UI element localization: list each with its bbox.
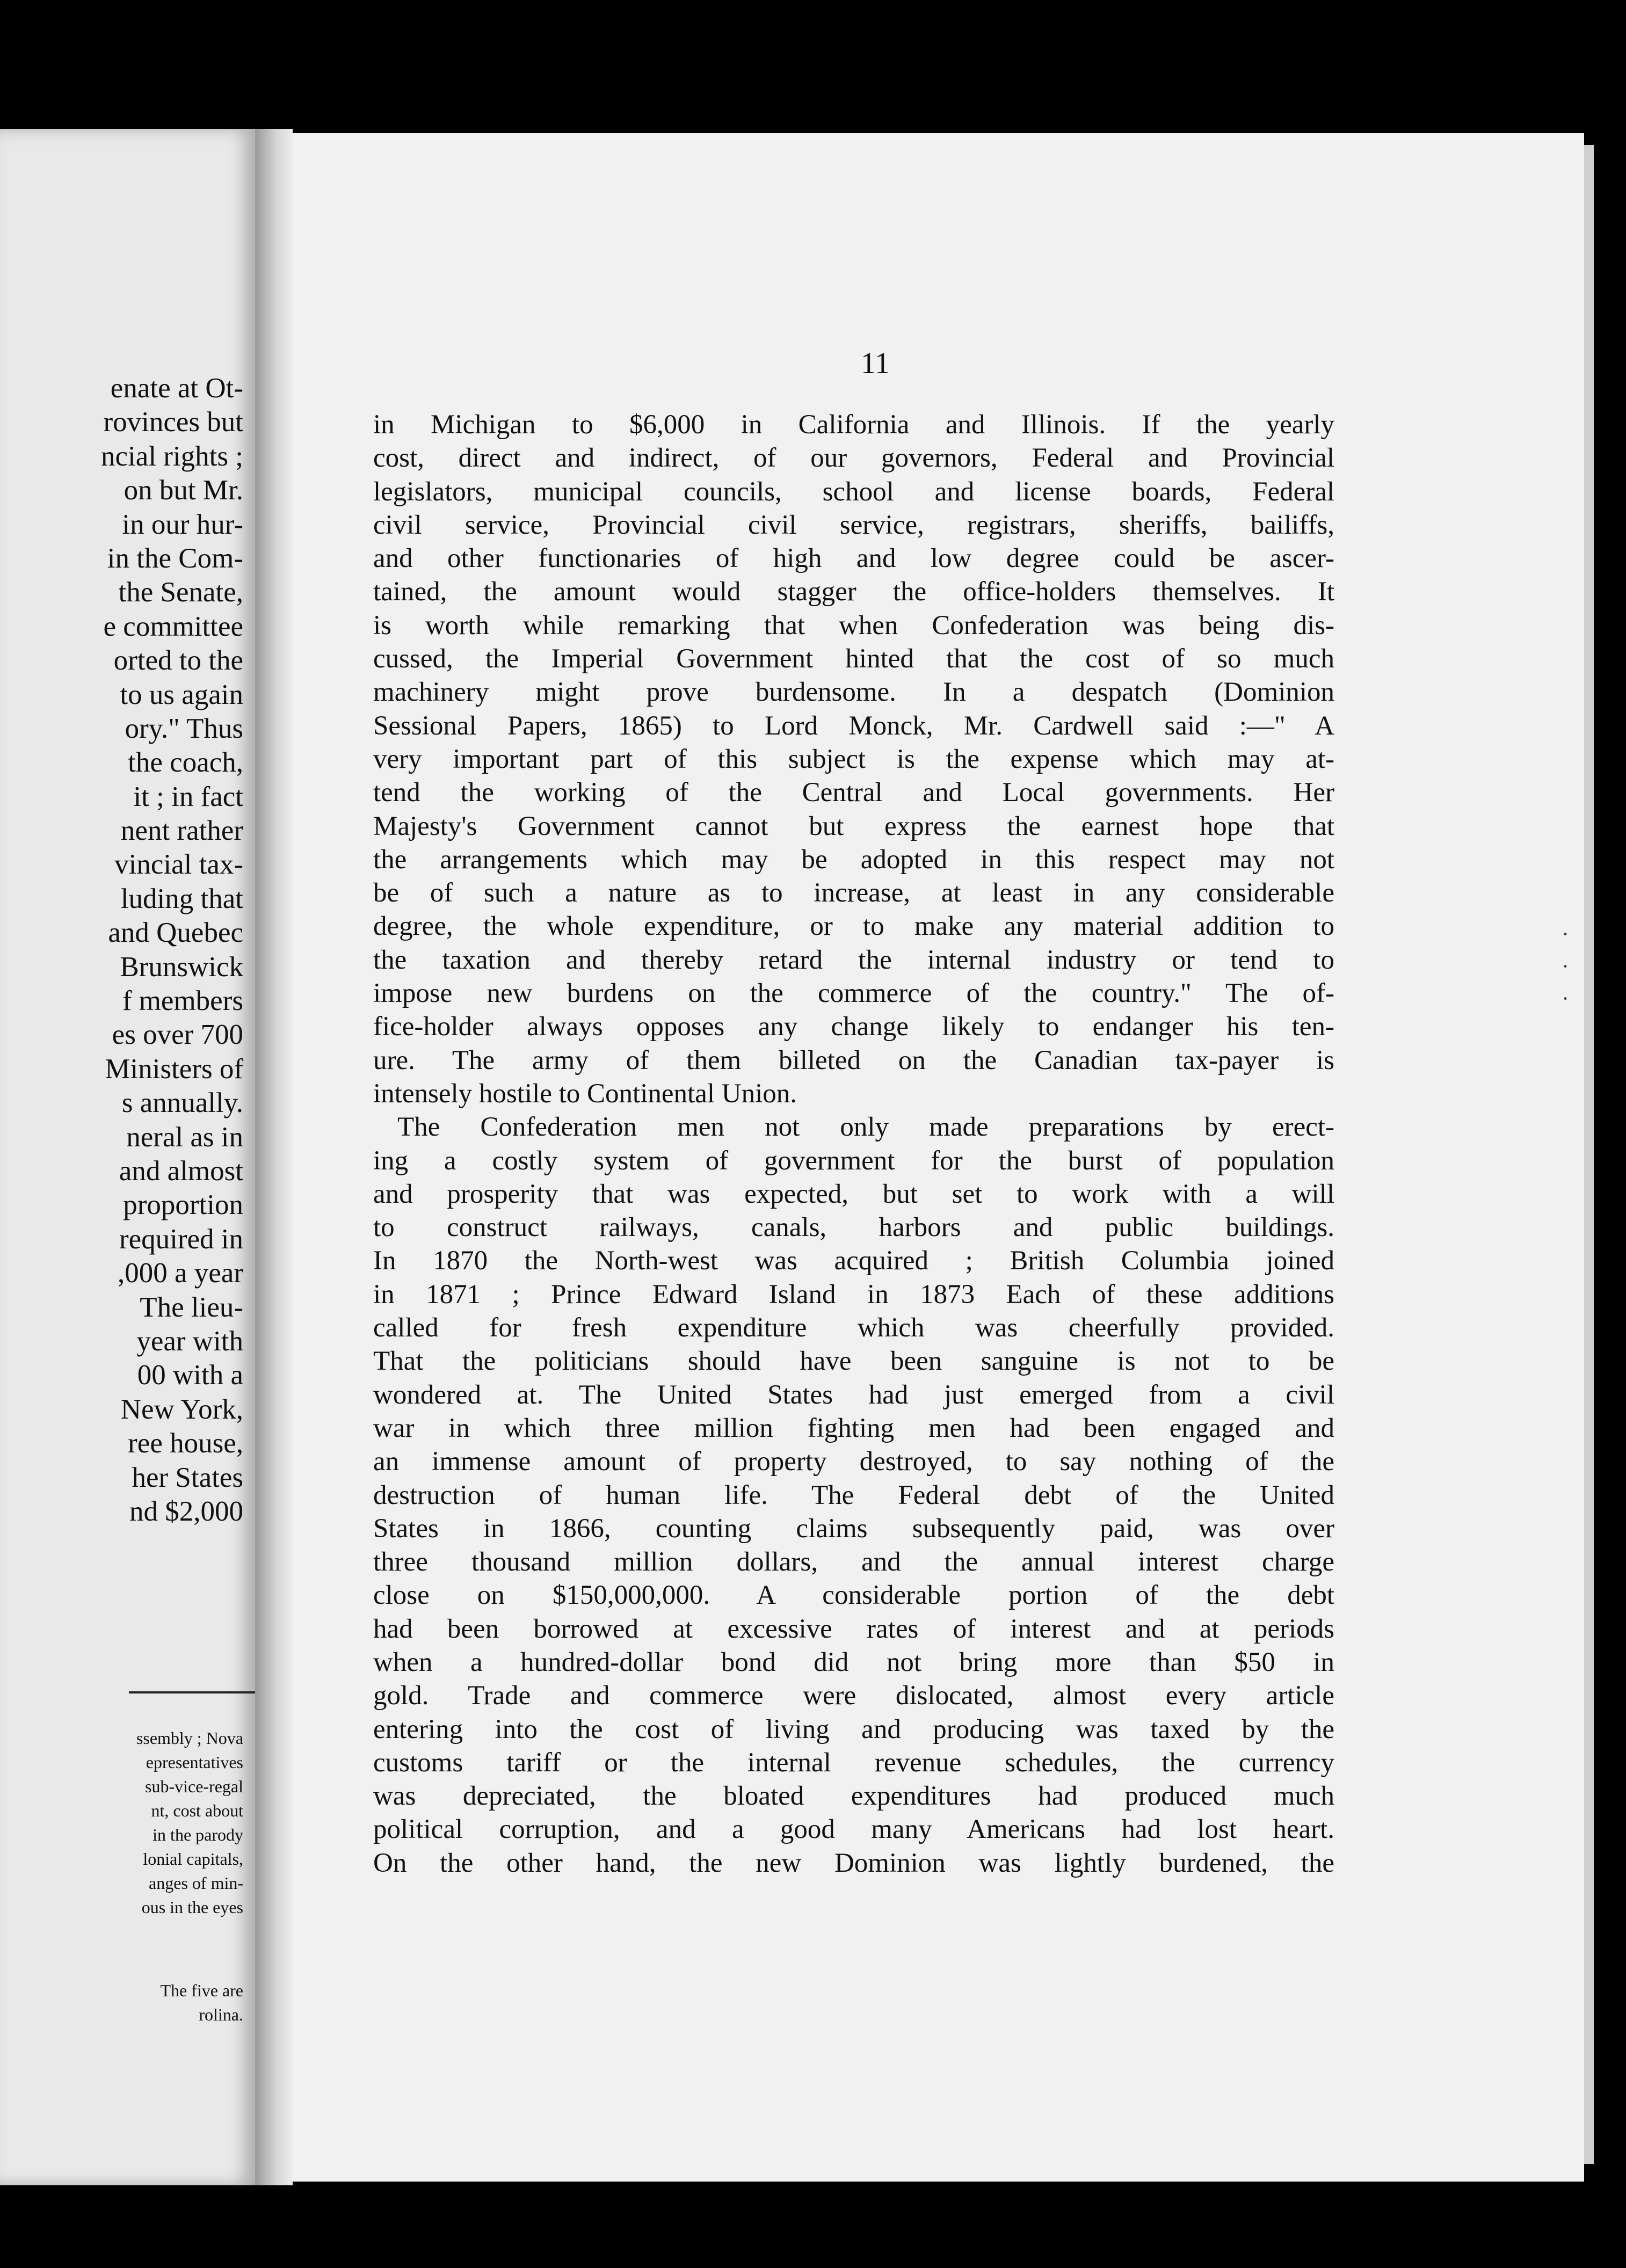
left-text-line: New York, bbox=[120, 1393, 243, 1425]
left-text-line: s annually. bbox=[121, 1087, 243, 1119]
left-page-text bbox=[0, 372, 243, 1529]
text-line: customs tariff or the internal revenue schedules, the currency bbox=[373, 1747, 1334, 1778]
left-text-line: her States bbox=[132, 1462, 243, 1493]
text-line: very important part of this subject is the expense which may at- bbox=[373, 744, 1334, 774]
text-line: and prosperity that was expected, but set to work with a will bbox=[373, 1179, 1334, 1209]
left-text-line: Ministers of bbox=[105, 1053, 243, 1085]
footnote-line: lonial capitals, bbox=[143, 1849, 243, 1869]
text-line: when a hundred-dollar bond did not bring more than $50 in bbox=[373, 1647, 1334, 1677]
text-line: to construct railways, canals, harbors and public buildings. bbox=[373, 1212, 1334, 1243]
text-line: wondered at. The United States had just emerged from a civil bbox=[373, 1379, 1334, 1410]
text-line: and other functionaries of high and low degree could be ascer- bbox=[373, 543, 1334, 574]
left-page-footnote-2 bbox=[0, 1979, 243, 2027]
text-line: Sessional Papers, 1865) to Lord Monck, Mr. Cardwell said :—" A bbox=[373, 710, 1334, 741]
left-text-line: ncial rights ; bbox=[101, 440, 243, 472]
text-line: called for fresh expenditure which was cheerfully provided. bbox=[373, 1313, 1334, 1343]
footnote-line: rolina. bbox=[199, 2005, 243, 2024]
left-text-line: proportion bbox=[123, 1189, 243, 1221]
text-line: cost, direct and indirect, of our governors, Federal and Provincial bbox=[373, 443, 1334, 474]
text-line: in Michigan to $6,000 in California and Illinois. If the yearly bbox=[373, 410, 1334, 440]
text-line: Majesty's Government cannot but express the earnest hope that bbox=[373, 811, 1334, 841]
text-line: close on $150,000,000. A considerable portion of the debt bbox=[373, 1580, 1334, 1611]
left-text-line: ,000 a year bbox=[118, 1257, 243, 1289]
left-text-line: it ; in fact bbox=[133, 781, 243, 812]
text-line: degree, the whole expenditure, or to make any material addition to bbox=[373, 911, 1334, 942]
text-line: gold. Trade and commerce were dislocated, almost every article bbox=[373, 1681, 1334, 1711]
body-text bbox=[373, 408, 1334, 1880]
left-text-line: the Senate, bbox=[118, 577, 243, 608]
left-text-line: rovinces but bbox=[103, 406, 243, 438]
text-line: cussed, the Imperial Government hinted that the cost of so much bbox=[373, 644, 1334, 674]
left-text-line: ory." Thus bbox=[125, 713, 243, 744]
left-text-line: luding that bbox=[120, 883, 243, 914]
text-line: the taxation and thereby retard the internal industry or tend to bbox=[373, 944, 1334, 975]
left-text-line: ree house, bbox=[128, 1428, 243, 1459]
left-text-line: and almost bbox=[119, 1155, 243, 1187]
text-line: ing a costly system of government for the burst of population bbox=[373, 1145, 1334, 1176]
footnote-rule bbox=[129, 1691, 255, 1693]
page-edge bbox=[1584, 145, 1594, 2164]
text-line: political corruption, and a good many Americans had lost heart. bbox=[373, 1814, 1334, 1845]
footnote-line: epresentatives bbox=[146, 1753, 243, 1772]
footnote-line: ous in the eyes bbox=[141, 1898, 243, 1917]
left-text-line: e committee bbox=[103, 610, 243, 642]
left-text-line: Brunswick bbox=[120, 951, 243, 983]
text-line: be of such a nature as to increase, at least in any considerable bbox=[373, 878, 1334, 908]
left-text-line: to us again bbox=[120, 679, 243, 710]
left-text-line: orted to the bbox=[113, 645, 243, 677]
text-line: had been borrowed at excessive rates of interest and at periods bbox=[373, 1613, 1334, 1644]
left-text-line: The lieu- bbox=[140, 1291, 243, 1323]
left-text-line: in our hur- bbox=[122, 508, 243, 540]
text-line: That the politicians should have been sanguine is not to be bbox=[373, 1346, 1334, 1377]
text-line: tend the working of the Central and Local governments. Her bbox=[373, 777, 1334, 808]
left-page bbox=[0, 129, 255, 2185]
footnote-line: nt, cost about bbox=[151, 1801, 243, 1820]
text-line: legislators, municipal councils, school and license boards, Federal bbox=[373, 476, 1334, 507]
left-text-line: nent rather bbox=[120, 815, 243, 847]
left-text-line: enate at Ot- bbox=[110, 373, 243, 404]
text-line: States in 1866, counting claims subsequently paid, was over bbox=[373, 1513, 1334, 1544]
text-line: war in which three million fighting men had been engaged and bbox=[373, 1413, 1334, 1443]
text-line: The Confederation men not only made preparations by erect- bbox=[397, 1112, 1334, 1143]
text-line: machinery might prove burdensome. In a despatch (Dominion bbox=[373, 677, 1334, 708]
left-text-line: in the Com- bbox=[107, 542, 243, 574]
text-line: the arrangements which may be adopted in this respect may not bbox=[373, 844, 1334, 875]
left-text-line: f members bbox=[122, 985, 243, 1017]
footnote-line: ssembly ; Nova bbox=[136, 1728, 243, 1748]
left-text-line: vincial tax- bbox=[114, 849, 243, 881]
left-page-footnote bbox=[0, 1726, 243, 1920]
text-line: ure. The army of them billeted on the Canadian tax-payer is bbox=[373, 1045, 1334, 1075]
footnote-line: The five are bbox=[160, 1981, 243, 2000]
text-line: an immense amount of property destroyed, to say nothing of the bbox=[373, 1446, 1334, 1477]
left-text-line: neral as in bbox=[126, 1121, 243, 1153]
text-line: On the other hand, the new Dominion was lightly burdened, the bbox=[373, 1848, 1334, 1878]
left-text-line: year with bbox=[136, 1325, 243, 1357]
text-line: intensely hostile to Continental Union. bbox=[373, 1078, 797, 1109]
text-line: destruction of human life. The Federal debt of the United bbox=[373, 1480, 1334, 1510]
text-line: fice-holder always opposes any change likely to endanger his ten- bbox=[373, 1012, 1334, 1042]
left-text-line: required in bbox=[119, 1223, 243, 1255]
left-text-line: 00 with a bbox=[137, 1360, 243, 1391]
margin-speckles: · · · bbox=[1562, 922, 1569, 1011]
footnote-line: sub-vice-regal bbox=[144, 1777, 243, 1796]
left-text-line: the coach, bbox=[128, 747, 243, 779]
text-line: is worth while remarking that when Confederation was being dis- bbox=[373, 610, 1334, 641]
text-line: impose new burdens on the commerce of the country." The of- bbox=[373, 978, 1334, 1009]
book-gutter bbox=[255, 129, 293, 2185]
text-line: three thousand million dollars, and the annual interest charge bbox=[373, 1547, 1334, 1578]
footnote-line: anges of min- bbox=[149, 1873, 243, 1893]
text-line: in 1871 ; Prince Edward Island in 1873 Each of these additions bbox=[373, 1279, 1334, 1310]
footnote-line: in the parody bbox=[153, 1825, 243, 1844]
page-number: 11 bbox=[861, 347, 890, 380]
left-text-line: on but Mr. bbox=[124, 475, 243, 506]
text-line: was depreciated, the bloated expenditures had produced much bbox=[373, 1781, 1334, 1812]
text-line: tained, the amount would stagger the office-holders themselves. It bbox=[373, 577, 1334, 607]
left-text-line: nd $2,000 bbox=[129, 1495, 243, 1527]
left-text-line: and Quebec bbox=[108, 917, 243, 949]
text-line: civil service, Provincial civil service, registrars, sheriffs, bailiffs, bbox=[373, 510, 1334, 540]
left-text-line: es over 700 bbox=[112, 1019, 243, 1051]
text-line: In 1870 the North-west was acquired ; British Columbia joined bbox=[373, 1246, 1334, 1276]
text-line: entering into the cost of living and producing was taxed by the bbox=[373, 1714, 1334, 1744]
